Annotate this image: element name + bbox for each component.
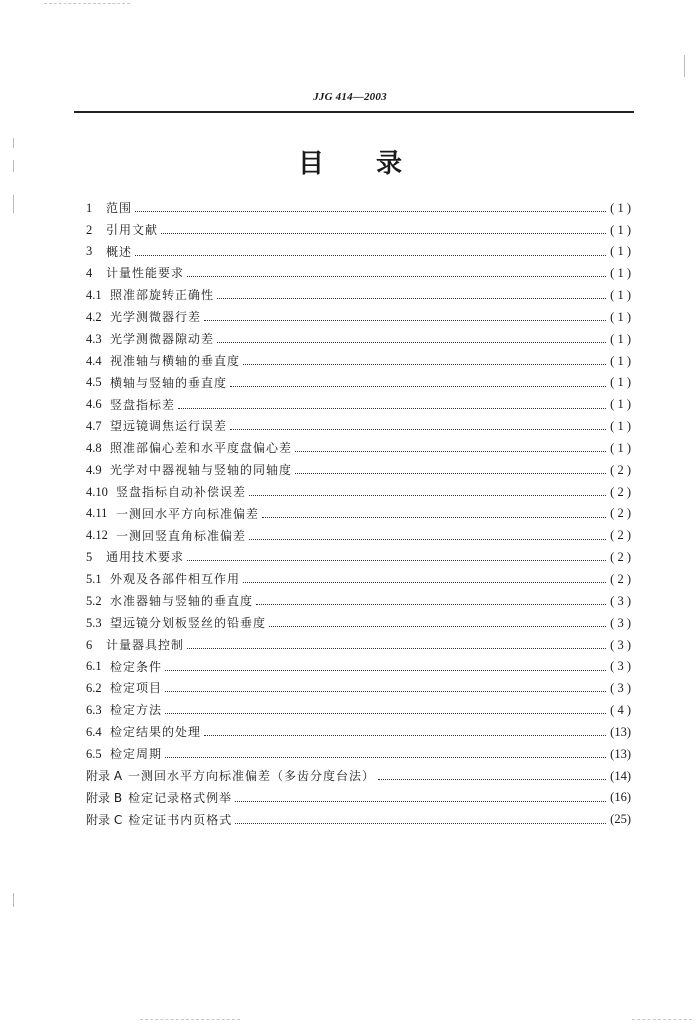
toc-entry — [86, 328, 631, 350]
toc-entry-label: 竖盘指标自动补偿误差 — [116, 484, 247, 499]
document-code: JJG 414—2003 — [313, 91, 387, 103]
toc-entry-label: 视准轴与横轴的垂直度 — [110, 353, 241, 368]
toc-entry-page: (16) — [610, 790, 631, 805]
toc-entry — [86, 809, 631, 831]
toc-entry-number: 5.3 — [86, 615, 102, 630]
toc-entry-label: 概述 — [106, 244, 133, 259]
toc-entry — [86, 241, 631, 263]
toc-entry — [86, 219, 631, 241]
toc-entry-label: 光学测微器行差 — [110, 310, 202, 325]
toc-entry — [86, 350, 631, 372]
toc-entry — [86, 525, 631, 547]
toc-entry — [86, 394, 631, 416]
dot-leader — [187, 559, 606, 561]
toc-entry-number: 5 — [86, 550, 93, 565]
toc-entry-number: 6.3 — [86, 703, 102, 718]
dot-leader — [165, 669, 606, 671]
toc-entry-number: 4.12 — [86, 528, 108, 543]
toc-entry-number: 附录 C — [86, 812, 123, 827]
toc-entry-number: 1 — [86, 200, 93, 215]
toc-entry — [86, 612, 631, 634]
scan-artifact — [632, 1019, 692, 1020]
dot-leader — [378, 778, 606, 780]
toc-entry-number: 4.11 — [86, 506, 108, 521]
scan-artifact — [684, 55, 685, 77]
toc-entry-label: 检定条件 — [110, 659, 163, 674]
toc-entry-page: ( 1 ) — [610, 288, 631, 303]
toc-entry-number: 5.2 — [86, 593, 102, 608]
toc-entry-label: 横轴与竖轴的垂直度 — [110, 375, 228, 390]
toc-entry-page: ( 4 ) — [610, 703, 631, 718]
toc-entry-label: 竖盘指标差 — [110, 397, 176, 412]
toc-entry-label: 一测回水平方向标准偏差（多齿分度台法） — [128, 768, 376, 783]
toc-entry-page: ( 3 ) — [610, 615, 631, 630]
toc-entry — [86, 547, 631, 569]
scan-artifact — [44, 3, 130, 4]
toc-entry-number: 6 — [86, 637, 93, 652]
toc-entry-page: ( 2 ) — [610, 506, 631, 521]
dot-leader — [243, 581, 606, 583]
toc-entry-page: ( 1 ) — [610, 309, 631, 324]
dot-leader — [187, 647, 606, 649]
dot-leader — [243, 363, 606, 365]
dot-leader — [204, 319, 606, 321]
scan-artifact — [140, 1019, 240, 1020]
toc-entry — [86, 743, 631, 765]
dot-leader — [161, 232, 606, 234]
toc-entry — [86, 481, 631, 503]
toc-entry-page: ( 1 ) — [610, 375, 631, 390]
header-rule — [74, 111, 634, 113]
toc-entry-page: ( 2 ) — [610, 528, 631, 543]
toc-entry — [86, 437, 631, 459]
table-of-contents — [86, 197, 631, 830]
dot-leader — [135, 254, 606, 256]
toc-entry — [86, 197, 631, 219]
toc-entry-page: (13) — [610, 746, 631, 761]
toc-entry-number: 4.3 — [86, 331, 102, 346]
dot-leader — [235, 822, 606, 824]
toc-entry-label: 计量性能要求 — [106, 266, 185, 281]
toc-entry-label: 一测回竖直角标准偏差 — [116, 528, 247, 543]
dot-leader — [262, 516, 606, 518]
dot-leader — [165, 712, 606, 714]
toc-entry-label: 水准器轴与竖轴的垂直度 — [110, 594, 254, 609]
dot-leader — [135, 210, 606, 212]
toc-entry — [86, 765, 631, 787]
toc-entry-page: ( 3 ) — [610, 593, 631, 608]
toc-entry-label: 检定证书内页格式 — [128, 812, 233, 827]
toc-entry-number: 6.2 — [86, 681, 102, 696]
toc-entry-label: 望远镜分划板竖丝的铅垂度 — [110, 615, 267, 630]
toc-entry — [86, 263, 631, 285]
dot-leader — [178, 407, 606, 409]
dot-leader — [165, 690, 606, 692]
toc-entry — [86, 459, 631, 481]
toc-entry-label: 检定项目 — [110, 681, 163, 696]
toc-entry-label: 检定记录格式例举 — [128, 790, 233, 805]
dot-leader — [230, 385, 606, 387]
dot-leader — [269, 625, 606, 627]
toc-entry-page: ( 3 ) — [610, 681, 631, 696]
toc-entry-page: ( 1 ) — [610, 331, 631, 346]
toc-entry-number: 4.8 — [86, 440, 102, 455]
toc-entry-number: 2 — [86, 222, 93, 237]
toc-entry — [86, 678, 631, 700]
toc-entry — [86, 656, 631, 678]
toc-entry-page: ( 3 ) — [610, 637, 631, 652]
toc-entry-number: 6.4 — [86, 724, 102, 739]
toc-entry — [86, 787, 631, 809]
dot-leader — [249, 494, 606, 496]
toc-entry — [86, 634, 631, 656]
dot-leader — [295, 450, 606, 452]
toc-entry-page: ( 1 ) — [610, 397, 631, 412]
dot-leader — [217, 341, 606, 343]
toc-entry-number: 4.2 — [86, 309, 102, 324]
toc-entry-page: ( 1 ) — [610, 244, 631, 259]
toc-entry-number: 4.4 — [86, 353, 102, 368]
toc-entry-page: ( 1 ) — [610, 440, 631, 455]
toc-entry-number: 4 — [86, 266, 93, 281]
toc-entry-page: ( 1 ) — [610, 419, 631, 434]
toc-entry-page: ( 2 ) — [610, 572, 631, 587]
toc-entry — [86, 568, 631, 590]
toc-entry-page: (14) — [610, 768, 631, 783]
toc-entry — [86, 415, 631, 437]
toc-entry-number: 6.5 — [86, 746, 102, 761]
toc-entry-label: 计量器具控制 — [106, 637, 185, 652]
toc-entry — [86, 306, 631, 328]
toc-entry-number: 4.5 — [86, 375, 102, 390]
toc-entry-number: 4.6 — [86, 397, 102, 412]
dot-leader — [256, 603, 606, 605]
toc-entry-label: 光学测微器隙动差 — [110, 331, 215, 346]
toc-entry-page: ( 3 ) — [610, 659, 631, 674]
toc-entry-label: 通用技术要求 — [106, 550, 185, 565]
toc-entry-page: ( 1 ) — [610, 266, 631, 281]
toc-entry-page: ( 1 ) — [610, 200, 631, 215]
toc-entry-number: 4.7 — [86, 419, 102, 434]
toc-entry-number: 4.1 — [86, 288, 102, 303]
dot-leader — [249, 538, 606, 540]
dot-leader — [217, 297, 606, 299]
dot-leader — [187, 275, 606, 277]
toc-entry-label: 照准部旋转正确性 — [110, 288, 215, 303]
toc-entry-number: 4.9 — [86, 462, 102, 477]
toc-entry-label: 光学对中器视轴与竖轴的同轴度 — [110, 463, 293, 478]
page-title: 目 录 — [297, 149, 402, 179]
toc-entry-page: ( 1 ) — [610, 353, 631, 368]
toc-entry-number: 附录 A — [86, 768, 123, 783]
toc-entry-label: 望远镜调焦运行误差 — [110, 419, 228, 434]
toc-entry — [86, 503, 631, 525]
dot-leader — [295, 472, 606, 474]
toc-entry-label: 范围 — [106, 200, 133, 215]
toc-entry-number: 4.10 — [86, 484, 108, 499]
toc-entry-number: 3 — [86, 244, 93, 259]
toc-entry-label: 引用文献 — [106, 222, 159, 237]
toc-entry-page: ( 1 ) — [610, 222, 631, 237]
toc-entry-number: 附录 B — [86, 790, 123, 805]
toc-entry — [86, 721, 631, 743]
toc-entry-label: 一测回水平方向标准偏差 — [116, 506, 260, 521]
dot-leader — [204, 734, 606, 736]
toc-entry-page: (13) — [610, 724, 631, 739]
toc-entry-label: 检定结果的处理 — [110, 725, 202, 740]
dot-leader — [230, 428, 606, 430]
toc-entry-page: ( 2 ) — [610, 550, 631, 565]
toc-entry-label: 外观及各部件相互作用 — [110, 572, 241, 587]
toc-entry — [86, 284, 631, 306]
scan-artifact — [13, 893, 14, 907]
toc-entry-label: 检定方法 — [110, 703, 163, 718]
toc-entry-page: (25) — [610, 812, 631, 827]
dot-leader — [165, 756, 606, 758]
toc-entry-page: ( 2 ) — [610, 484, 631, 499]
toc-entry-number: 5.1 — [86, 572, 102, 587]
toc-entry — [86, 590, 631, 612]
scan-artifact — [13, 195, 14, 213]
toc-entry-number: 6.1 — [86, 659, 102, 674]
toc-entry-label: 检定周期 — [110, 747, 163, 762]
toc-entry-page: ( 2 ) — [610, 462, 631, 477]
toc-entry-label: 照准部偏心差和水平度盘偏心差 — [110, 441, 293, 456]
dot-leader — [235, 800, 606, 802]
toc-entry — [86, 699, 631, 721]
toc-entry — [86, 372, 631, 394]
